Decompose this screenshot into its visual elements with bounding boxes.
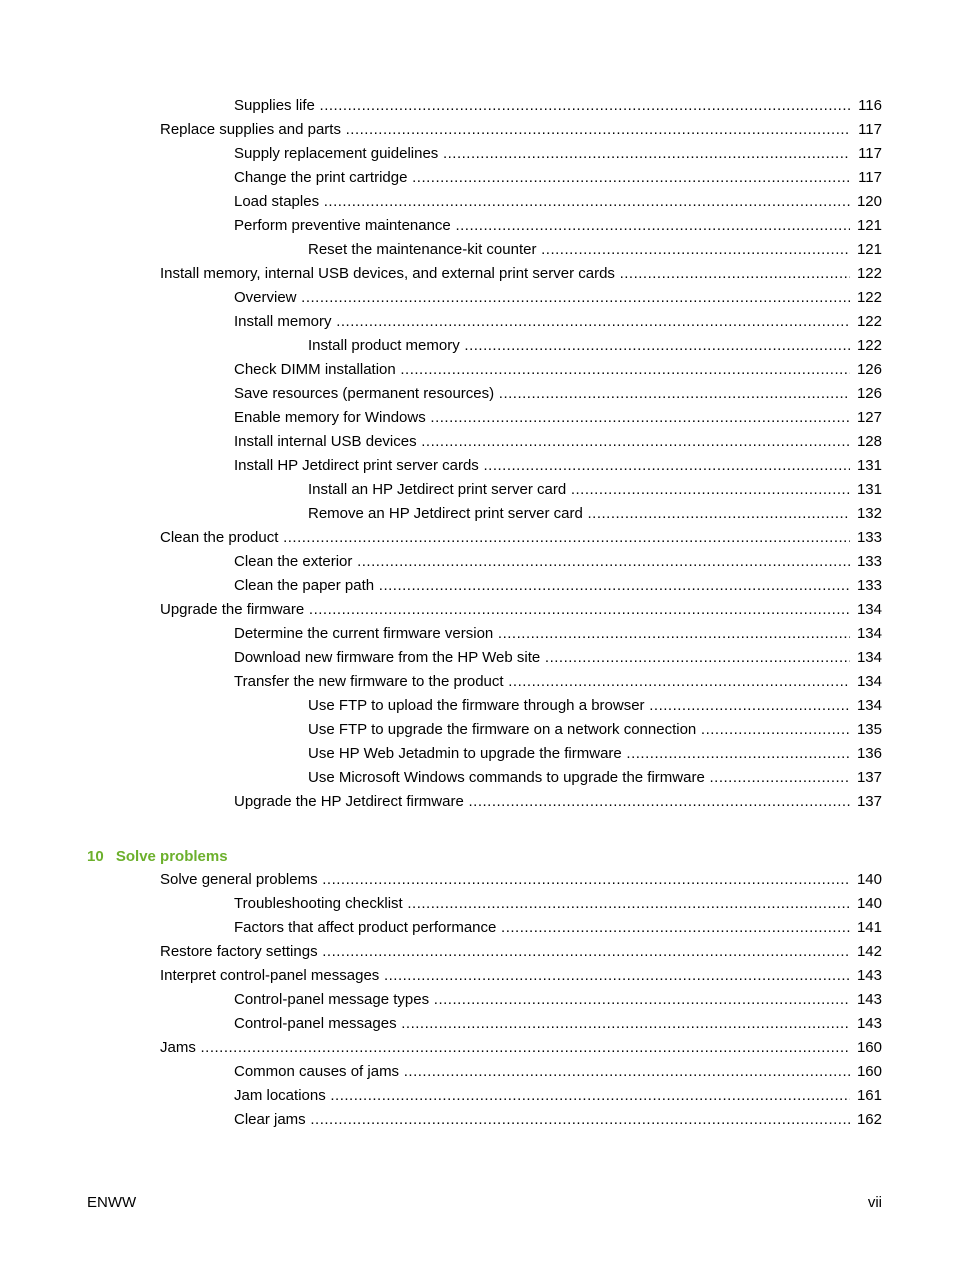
dot-leader [326,1087,850,1104]
toc-entry-page: 140 [856,895,882,912]
toc-entry-text: Change the print cartridge [234,169,408,186]
toc-entry-title [160,526,850,550]
toc-entry-text: Clean the paper path [234,577,375,594]
toc-entry-text: Determine the current firmware version [234,625,494,642]
toc-entry[interactable] [0,1036,954,1060]
toc-entry-page: 143 [856,967,882,984]
toc-entry-title [234,622,850,646]
dot-leader [374,577,850,594]
toc-entry[interactable] [0,334,954,358]
toc-entry-title [234,166,850,190]
toc-entry-page: 134 [856,601,882,618]
toc-section-a [0,94,954,814]
toc-entry-title [234,454,850,478]
toc-entry-text: Clear jams [234,1111,306,1128]
toc-entry-title [308,694,850,718]
toc-entry[interactable] [0,478,954,502]
dot-leader [429,991,850,1008]
toc-entry-text: Use HP Web Jetadmin to upgrade the firmware [308,745,622,762]
toc-entry-page: 128 [856,433,882,450]
toc-entry[interactable] [0,988,954,1012]
toc-entry[interactable] [0,964,954,988]
toc-entry-page: 137 [856,793,882,810]
toc-entry-page: 122 [856,337,882,354]
chapter-number: 10 [87,848,104,865]
toc-entry-title [234,358,850,382]
toc-entry[interactable] [0,1084,954,1108]
dot-leader [379,967,850,984]
toc-entry-page: 162 [856,1111,882,1128]
toc-entry-title [160,262,850,286]
dot-leader [696,721,850,738]
toc-entry[interactable] [0,1012,954,1036]
toc-entry-text: Install an HP Jetdirect print server card [308,481,567,498]
toc-entry[interactable] [0,286,954,310]
dot-leader [297,289,850,306]
toc-entry-text: Solve general problems [160,871,318,888]
toc-entry-text: Restore factory settings [160,943,318,960]
toc-entry-title [234,286,850,310]
toc-entry-text: Load staples [234,193,320,210]
toc-entry-page: 121 [856,241,882,258]
toc-entry[interactable] [0,1108,954,1132]
dot-leader [479,457,850,474]
toc-entry[interactable] [0,892,954,916]
toc-entry-page: 122 [856,265,882,282]
dot-leader [583,505,850,522]
toc-entry[interactable] [0,454,954,478]
toc-entry[interactable] [0,382,954,406]
toc-entry-title [160,118,850,142]
toc-entry-page: 141 [856,919,882,936]
dot-leader [319,193,850,210]
dot-leader [196,1039,850,1056]
toc-entry[interactable] [0,262,954,286]
toc-entry-text: Save resources (permanent resources) [234,385,495,402]
dot-leader [494,385,850,402]
toc-entry-title [234,1108,850,1132]
toc-entry-page: 127 [856,409,882,426]
toc-entry-title [308,502,850,526]
dot-leader [504,673,850,690]
toc-entry-page: 142 [856,943,882,960]
dot-leader [645,697,850,714]
toc-entry-text: Install product memory [308,337,460,354]
dot-leader [332,313,850,330]
toc-entry[interactable] [0,166,954,190]
toc-entry[interactable] [0,94,954,118]
toc-entry-text: Supply replacement guidelines [234,145,439,162]
dot-leader [622,745,850,762]
toc-entry[interactable] [0,550,954,574]
dot-leader [496,919,850,936]
toc-entry-text: Reset the maintenance-kit counter [308,241,537,258]
toc-entry[interactable] [0,526,954,550]
toc-entry-title [160,940,850,964]
toc-entry[interactable] [0,430,954,454]
toc-entry-page: 133 [856,577,882,594]
dot-leader [407,169,850,186]
dot-leader [306,1111,850,1128]
toc-entry-page: 134 [856,625,882,642]
dot-leader [705,769,850,786]
toc-entry-page: 133 [856,529,882,546]
toc-entry[interactable] [0,502,954,526]
toc-entry[interactable] [0,766,954,790]
toc-entry-title [308,742,850,766]
toc-entry[interactable] [0,916,954,940]
toc-entry-title [234,892,850,916]
toc-entry[interactable] [0,190,954,214]
toc-entry[interactable] [0,940,954,964]
toc-entry-text: Control-panel messages [234,1015,397,1032]
toc-entry-text: Troubleshooting checklist [234,895,403,912]
toc-entry-page: 116 [858,97,882,114]
toc-entry-title [308,478,850,502]
chapter-heading[interactable] [87,845,228,869]
toc-entry[interactable] [0,868,954,892]
toc-entry-title [308,766,850,790]
toc-entry[interactable] [0,238,954,262]
toc-entry-title [234,382,850,406]
toc-entry[interactable] [0,622,954,646]
toc-entry[interactable] [0,694,954,718]
toc-entry-title [234,214,850,238]
dot-leader [460,337,850,354]
toc-entry-page: 117 [858,145,882,162]
dot-leader [540,649,850,666]
toc-entry-text: Enable memory for Windows [234,409,426,426]
toc-entry-text: Install memory [234,313,332,330]
dot-leader [438,145,850,162]
toc-entry-page: 143 [856,991,882,1008]
dot-leader [352,553,850,570]
toc-entry-page: 134 [856,697,882,714]
dot-leader [396,361,850,378]
toc-entry-text: Install memory, internal USB devices, and external print server cards [160,265,615,282]
toc-entry[interactable] [0,214,954,238]
toc-entry-text: Use FTP to upload the firmware through a browser [308,697,645,714]
toc-entry-text: Clean the product [160,529,279,546]
toc-entry[interactable] [0,310,954,334]
toc-entry-title [234,670,850,694]
dot-leader [417,433,850,450]
toc-entry-text: Perform preventive maintenance [234,217,451,234]
toc-entry-page: 131 [856,481,882,498]
toc-entry-title [234,142,850,166]
toc-entry-text: Common causes of jams [234,1063,400,1080]
toc-entry-page: 140 [856,871,882,888]
toc-entry-text: Jams [160,1039,196,1056]
toc-entry-text: Remove an HP Jetdirect print server card [308,505,583,522]
toc-entry-text: Install internal USB devices [234,433,417,450]
toc-entry-page: 117 [858,169,882,186]
toc-section-b [0,868,954,1132]
toc-entry-title [160,868,850,892]
toc-entry-text: Transfer the new firmware to the product [234,673,504,690]
toc-entry-page: 126 [856,385,882,402]
dot-leader [399,1063,850,1080]
toc-entry[interactable] [0,1060,954,1084]
dot-leader [397,1015,850,1032]
dot-leader [615,265,850,282]
dot-leader [278,529,850,546]
dot-leader [536,241,850,258]
toc-entry[interactable] [0,406,954,430]
toc-entry-title [308,718,850,742]
toc-entry[interactable] [0,790,954,814]
toc-entry-page: 160 [856,1039,882,1056]
dot-leader [493,625,850,642]
toc-entry-title [234,1012,850,1036]
toc-entry-page: 160 [856,1063,882,1080]
toc-entry-text: Use FTP to upgrade the firmware on a network connection [308,721,697,738]
chapter-title: Solve problems [115,848,228,865]
toc-entry[interactable] [0,574,954,598]
toc-entry-title [234,550,850,574]
toc-entry-text: Clean the exterior [234,553,353,570]
toc-entry-text: Download new firmware from the HP Web site [234,649,541,666]
dot-leader [315,97,850,114]
toc-entry-page: 131 [856,457,882,474]
toc-entry-page: 117 [858,121,882,138]
toc-entry-title [234,1060,850,1084]
toc-entry-page: 136 [856,745,882,762]
dot-leader [566,481,850,498]
toc-entry[interactable] [0,118,954,142]
dot-leader [318,943,850,960]
dot-leader [403,895,850,912]
toc-entry-title [234,430,850,454]
dot-leader [304,601,850,618]
toc-entry-title [234,790,850,814]
toc-entry-text: Jam locations [234,1087,326,1104]
toc-entry-title [234,94,850,118]
toc-entry-text: Overview [234,289,297,306]
toc-entry-title [234,916,850,940]
toc-entry-page: 122 [856,313,882,330]
toc-entry-page: 121 [856,217,882,234]
dot-leader [318,871,850,888]
toc-entry-page: 126 [856,361,882,378]
toc-entry-page: 122 [856,289,882,306]
toc-entry-text: Supplies life [234,97,315,114]
toc-entry-text: Install HP Jetdirect print server cards [234,457,479,474]
toc-entry-title [234,646,850,670]
toc-entry[interactable] [0,142,954,166]
toc-entry-title [234,1084,850,1108]
toc-entry-title [160,964,850,988]
dot-leader [426,409,850,426]
footer-label: ENWW [87,1194,137,1211]
toc-entry-page: 120 [856,193,882,210]
toc-entry-text: Factors that affect product performance [234,919,497,936]
toc-entry-text: Upgrade the HP Jetdirect firmware [234,793,464,810]
toc-entry-text: Check DIMM installation [234,361,396,378]
toc-entry-page: 143 [856,1015,882,1032]
toc-entry-page: 135 [856,721,882,738]
toc-entry-title [234,406,850,430]
toc-entry-page: 137 [856,769,882,786]
toc-entry-title [308,238,850,262]
toc-entry-page: 133 [856,553,882,570]
toc-entry[interactable] [0,670,954,694]
toc-entry-title [234,310,850,334]
toc-entry-title [234,574,850,598]
toc-entry[interactable] [0,358,954,382]
toc-entry-title [160,1036,850,1060]
toc-entry-text: Interpret control-panel messages [160,967,380,984]
toc-entry[interactable] [0,742,954,766]
dot-leader [464,793,850,810]
toc-entry-title [234,988,850,1012]
toc-entry-text: Use Microsoft Windows commands to upgrade the firmware [308,769,705,786]
toc-entry-page: 134 [856,673,882,690]
toc-entry-page: 132 [856,505,882,522]
toc-entry[interactable] [0,646,954,670]
toc-entry-title [234,190,850,214]
toc-entry-page: 161 [856,1087,882,1104]
toc-entry-title [160,598,850,622]
footer-page-number: vii [867,1194,882,1211]
toc-entry-text: Control-panel message types [234,991,430,1008]
toc-entry[interactable] [0,598,954,622]
toc-entry-text: Replace supplies and parts [160,121,341,138]
toc-entry-text: Upgrade the firmware [160,601,305,618]
toc-entry[interactable] [0,718,954,742]
dot-leader [451,217,850,234]
toc-entry-title [308,334,850,358]
dot-leader [341,121,850,138]
toc-entry-page: 134 [856,649,882,666]
